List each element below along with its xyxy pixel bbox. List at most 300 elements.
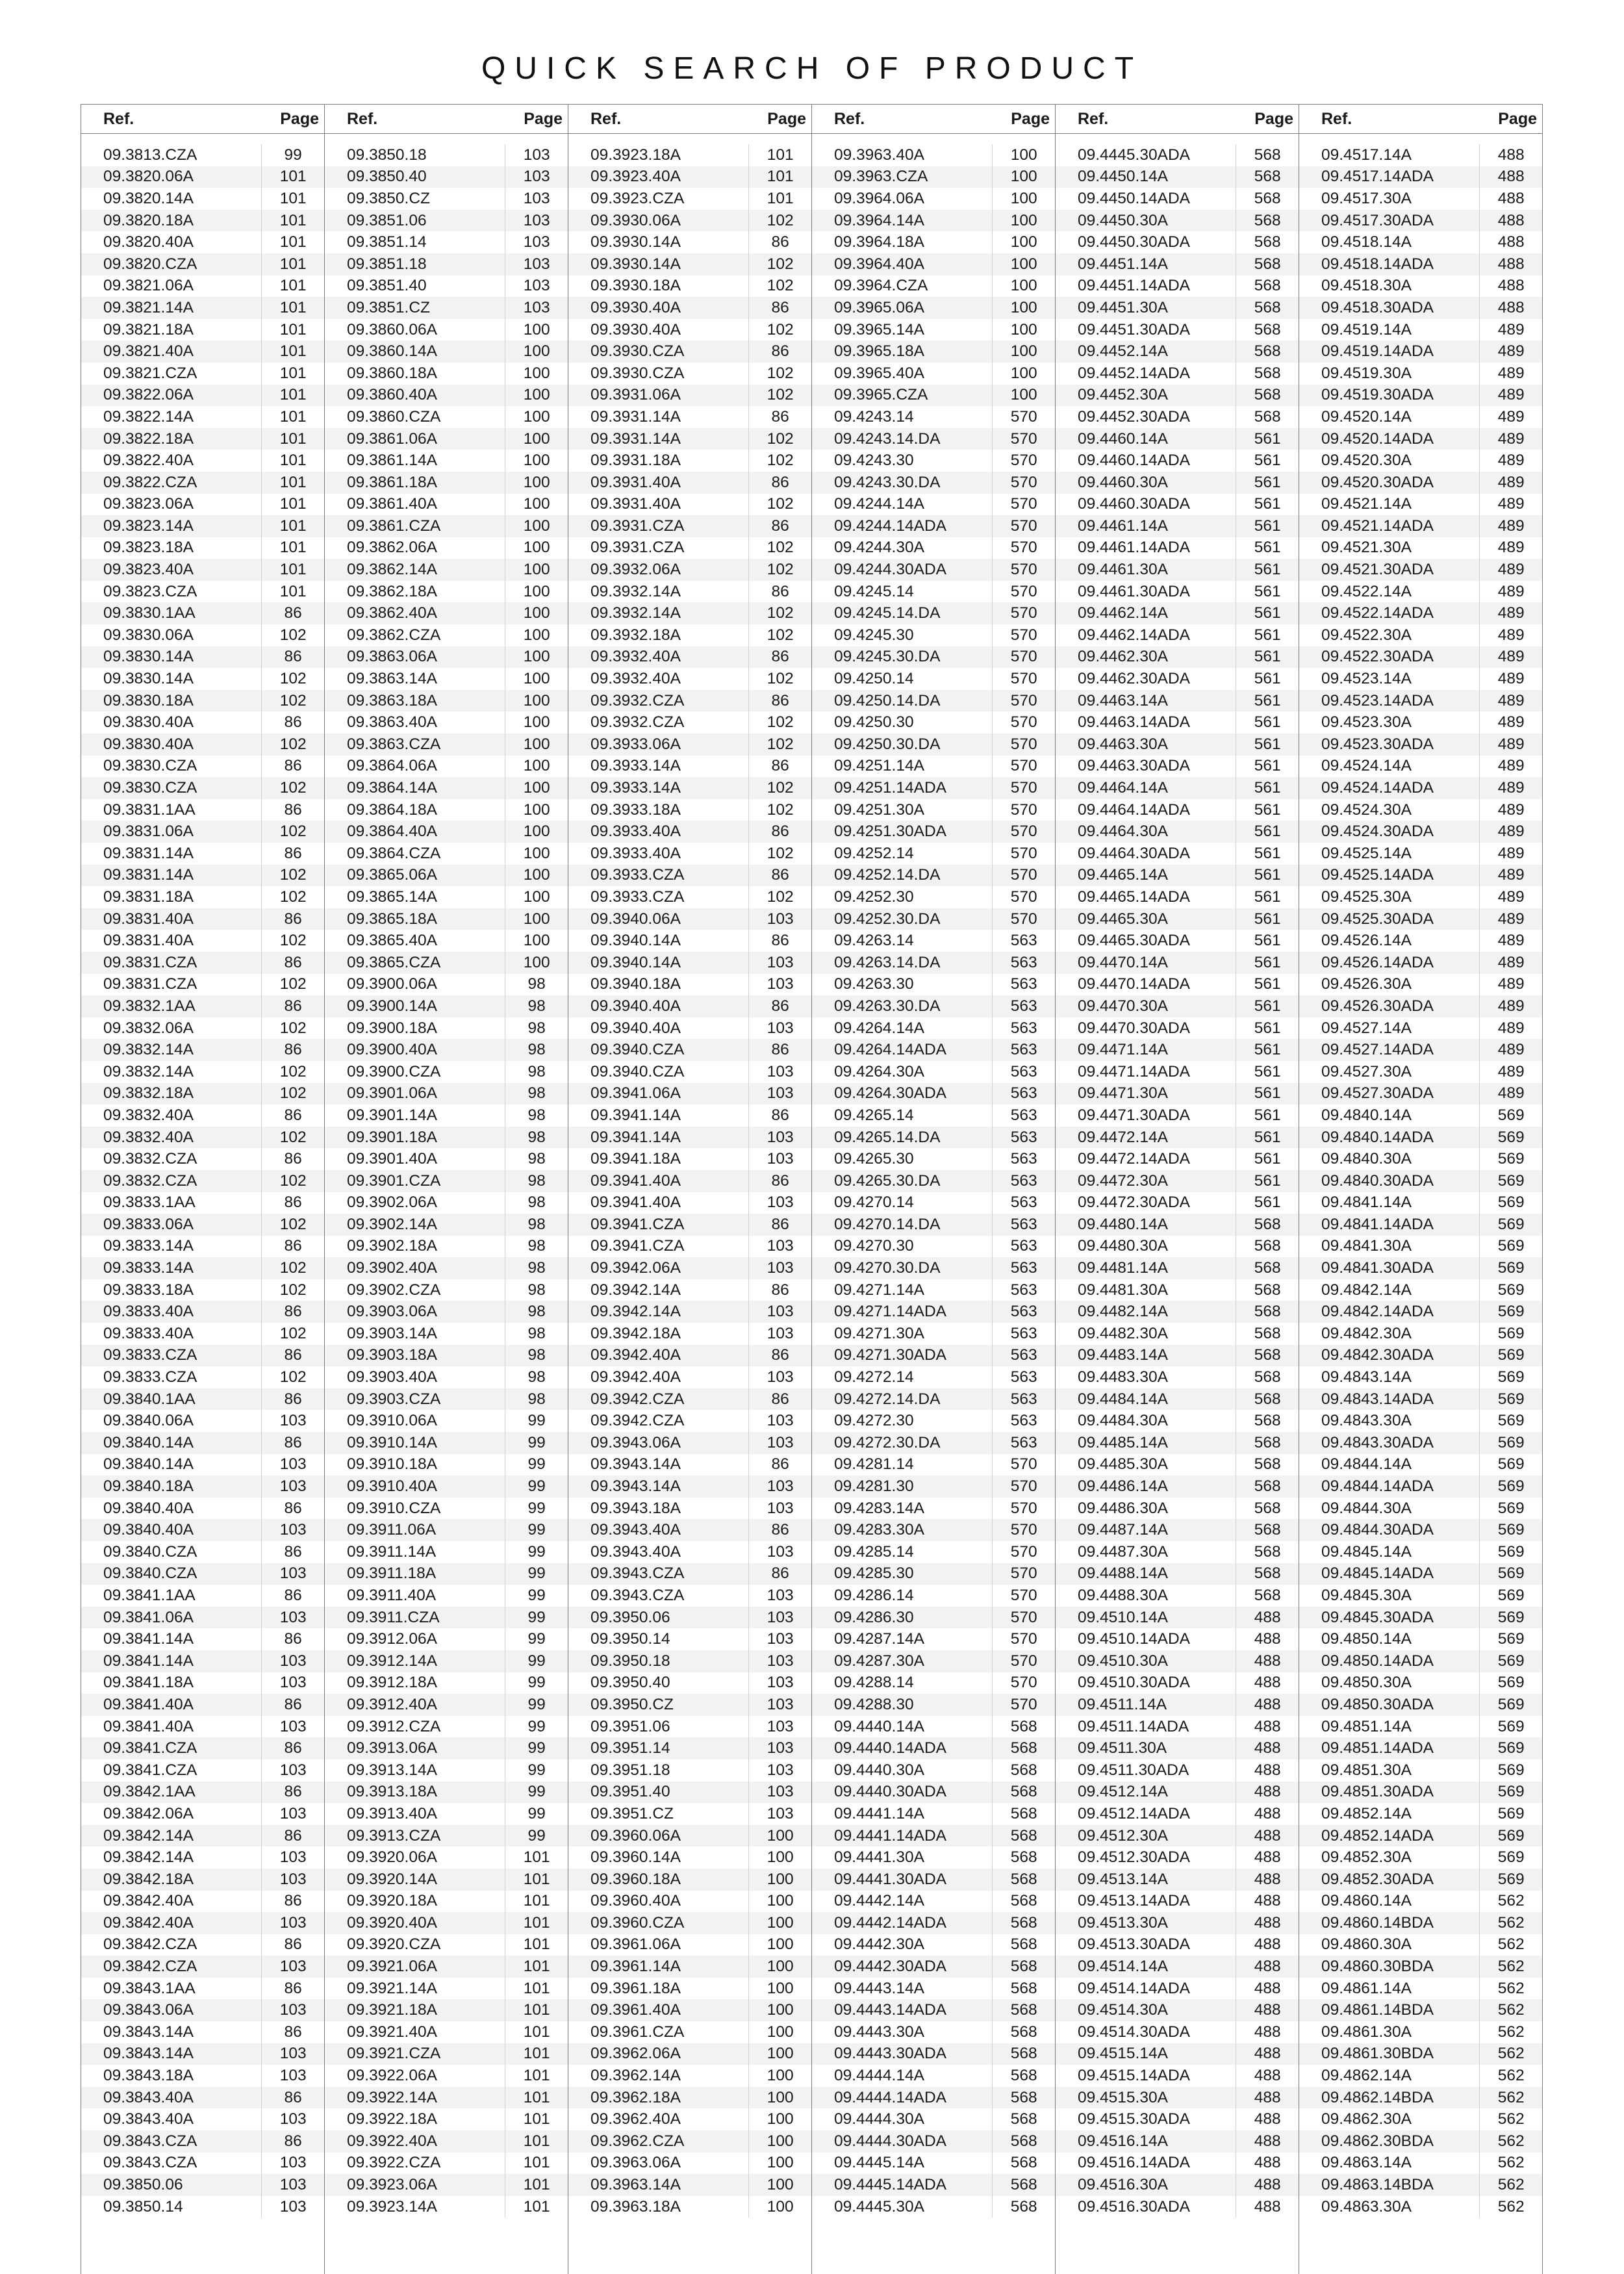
- table-row: [81, 1716, 324, 1738]
- ref-cell: 09.3842.14A: [103, 1848, 194, 1867]
- table-row: [1299, 646, 1542, 669]
- ref-cell: 09.4513.30ADA: [1078, 1935, 1190, 1954]
- page-cell: 568: [1236, 385, 1299, 407]
- page-cell: 103: [261, 2174, 324, 2196]
- row-list: [81, 144, 324, 2217]
- ref-cell: 09.3850.18: [347, 146, 427, 164]
- ref-cell: 09.3833.18A: [103, 1281, 194, 1299]
- page-cell: 569: [1479, 1585, 1542, 1607]
- table-row: [81, 1541, 324, 1563]
- table-row: [325, 494, 568, 516]
- page-cell: 568: [1236, 188, 1299, 210]
- page-cell: 102: [261, 734, 324, 756]
- table-row: [81, 1148, 324, 1170]
- ref-cell: 09.3960.18A: [590, 1870, 681, 1888]
- page-cell: 103: [748, 1672, 811, 1694]
- ref-cell: 09.3951.18: [590, 1761, 670, 1779]
- page-cell: 489: [1479, 952, 1542, 974]
- page-cell: 489: [1479, 1017, 1542, 1040]
- table-row: [1299, 1476, 1542, 1498]
- ref-cell: 09.3903.CZA: [347, 1390, 441, 1408]
- page-cell: 562: [1479, 2043, 1542, 2065]
- ref-cell: 09.3933.CZA: [590, 888, 685, 906]
- table-row: [1299, 602, 1542, 624]
- table-row: [325, 1519, 568, 1541]
- ref-cell: 09.3842.CZA: [103, 1935, 197, 1954]
- ref-cell: 09.3903.40A: [347, 1368, 437, 1386]
- table-row: [81, 995, 324, 1017]
- page-cell: 101: [748, 144, 811, 166]
- table-row: [1299, 144, 1542, 166]
- ref-cell: 09.3840.14A: [103, 1455, 194, 1474]
- table-row: [568, 1498, 811, 1520]
- page-cell: 101: [505, 1869, 568, 1891]
- ref-cell: 09.4440.30ADA: [834, 1783, 946, 1801]
- table-row: [1299, 253, 1542, 275]
- ref-cell: 09.3912.40A: [347, 1695, 437, 1713]
- ref-cell: 09.4841.30A: [1321, 1237, 1412, 1255]
- table-row: [568, 1956, 811, 1978]
- ref-cell: 09.4263.30: [834, 975, 914, 993]
- table-row: [568, 1891, 811, 1913]
- page-cell: 488: [1479, 275, 1542, 298]
- page-cell: 100: [748, 1825, 811, 1847]
- ref-cell: 09.3913.14A: [347, 1761, 437, 1779]
- table-row: [1299, 428, 1542, 450]
- table-row: [81, 363, 324, 385]
- table-row: [81, 1672, 324, 1694]
- page-cell: 103: [748, 1236, 811, 1258]
- page-cell: 86: [748, 515, 811, 537]
- table-row: [568, 2021, 811, 2043]
- ref-cell: 09.3840.CZA: [103, 1542, 197, 1561]
- ref-cell: 09.3913.18A: [347, 1783, 437, 1801]
- ref-cell: 09.3841.CZA: [103, 1739, 197, 1757]
- ref-cell: 09.4245.30: [834, 626, 914, 644]
- ref-cell: 09.3941.40A: [590, 1171, 681, 1190]
- page-cell: 561: [1236, 886, 1299, 908]
- page-cell: 103: [261, 1672, 324, 1694]
- table-row: [81, 2130, 324, 2153]
- page-cell: 563: [992, 1388, 1055, 1411]
- ref-cell: 09.4270.30: [834, 1237, 914, 1255]
- row-list: [568, 144, 811, 2217]
- table-row: [1056, 2153, 1299, 2175]
- table-row: [812, 1454, 1055, 1476]
- table-row: [568, 1541, 811, 1563]
- table-row: [812, 1585, 1055, 1607]
- page-cell: 561: [1236, 1148, 1299, 1170]
- page-cell: 102: [261, 886, 324, 908]
- ref-cell: 09.3942.40A: [590, 1346, 681, 1364]
- page-cell: 99: [505, 1432, 568, 1454]
- page-cell: 86: [261, 1301, 324, 1323]
- page-cell: 102: [748, 450, 811, 472]
- page-cell: 569: [1479, 1519, 1542, 1541]
- ref-cell: 09.4510.14A: [1078, 1608, 1168, 1626]
- page-cell: 570: [992, 602, 1055, 624]
- ref-cell: 09.4440.14A: [834, 1717, 924, 1735]
- ref-cell: 09.3932.14A: [590, 582, 681, 600]
- table-row: [1056, 1737, 1299, 1759]
- ref-cell: 09.3830.CZA: [103, 779, 197, 797]
- page-cell: 102: [748, 253, 811, 275]
- page-cell: 561: [1236, 1061, 1299, 1083]
- ref-cell: 09.3951.CZ: [590, 1804, 674, 1822]
- ref-cell: 09.4243.14: [834, 407, 914, 426]
- page-cell: 489: [1479, 385, 1542, 407]
- page-cell: 488: [1236, 1956, 1299, 1978]
- table-row: [1299, 1279, 1542, 1301]
- ref-cell: 09.3965.40A: [834, 364, 924, 382]
- table-row: [568, 494, 811, 516]
- ref-cell: 09.3912.18A: [347, 1674, 437, 1692]
- table-row: [1299, 1999, 1542, 2021]
- table-row: [1056, 1236, 1299, 1258]
- page-cell: 86: [261, 756, 324, 778]
- ref-cell: 09.3962.CZA: [590, 2132, 685, 2150]
- ref-cell: 09.4523.14ADA: [1321, 691, 1434, 709]
- page-cell: 568: [992, 2021, 1055, 2043]
- page-cell: 570: [992, 886, 1055, 908]
- page-cell: 99: [505, 1607, 568, 1629]
- table-row: [81, 406, 324, 428]
- table-row: [81, 1759, 324, 1782]
- page-cell: 488: [1479, 166, 1542, 188]
- page-cell: 101: [261, 537, 324, 559]
- ref-cell: 09.3843.06A: [103, 2001, 194, 2019]
- table-row: [812, 340, 1055, 363]
- table-row: [568, 406, 811, 428]
- table-row: [568, 1454, 811, 1476]
- page-cell: 569: [1479, 1476, 1542, 1498]
- table-row: [1299, 1301, 1542, 1323]
- page-cell: 100: [505, 821, 568, 843]
- ref-cell: 09.4851.30ADA: [1321, 1783, 1434, 1801]
- page-cell: 561: [1236, 450, 1299, 472]
- page-cell: 98: [505, 1388, 568, 1411]
- page-cell: 570: [992, 1519, 1055, 1541]
- page-cell: 103: [748, 1301, 811, 1323]
- table-row: [81, 974, 324, 996]
- page-cell: 570: [992, 711, 1055, 734]
- page-cell: 570: [992, 1563, 1055, 1585]
- ref-cell: 09.3931.CZA: [590, 539, 685, 557]
- table-row: [1056, 1301, 1299, 1323]
- page-cell: 568: [1236, 1563, 1299, 1585]
- table-row: [568, 1737, 811, 1759]
- ref-cell: 09.4861.30A: [1321, 2023, 1412, 2041]
- ref-cell: 09.4861.14A: [1321, 1979, 1412, 1997]
- ref-cell: 09.3910.14A: [347, 1433, 437, 1451]
- table-row: [1299, 1061, 1542, 1083]
- table-row: [81, 865, 324, 887]
- ref-cell: 09.3931.40A: [590, 473, 681, 491]
- ref-cell: 09.3832.CZA: [103, 1171, 197, 1190]
- ref-cell: 09.4451.30ADA: [1078, 320, 1190, 339]
- ref-cell: 09.4513.14A: [1078, 1870, 1168, 1888]
- page-cell: 569: [1479, 1737, 1542, 1759]
- ref-cell: 09.3821.18A: [103, 320, 194, 339]
- ref-cell: 09.3842.40A: [103, 1913, 194, 1932]
- ref-cell: 09.4862.30A: [1321, 2110, 1412, 2128]
- page-cell: 488: [1236, 1672, 1299, 1694]
- table-row: [81, 1105, 324, 1127]
- page-cell: 488: [1479, 253, 1542, 275]
- page-cell: 86: [748, 231, 811, 253]
- page-cell: 488: [1236, 1650, 1299, 1672]
- page-cell: 568: [1236, 1498, 1299, 1520]
- table-row: [568, 472, 811, 494]
- ref-cell: 09.3930.CZA: [590, 342, 685, 361]
- page-cell: 100: [748, 2065, 811, 2087]
- table-row: [812, 1628, 1055, 1650]
- ref-cell: 09.4862.14A: [1321, 2067, 1412, 2085]
- page-cell: 102: [261, 777, 324, 799]
- table-row: [812, 275, 1055, 298]
- table-row: [568, 952, 811, 974]
- table-row: [568, 253, 811, 275]
- page-cell: 569: [1479, 1366, 1542, 1388]
- table-row: [568, 995, 811, 1017]
- ref-cell: 09.4252.14: [834, 844, 914, 862]
- index-column-2: [325, 104, 568, 2274]
- ref-cell: 09.3962.40A: [590, 2110, 681, 2128]
- page-cell: 102: [261, 1083, 324, 1105]
- page-cell: 86: [261, 1345, 324, 1367]
- page-cell: 86: [261, 1978, 324, 2000]
- page-cell: 102: [748, 602, 811, 624]
- page-cell: 570: [992, 1650, 1055, 1672]
- ref-cell: 09.3900.14A: [347, 997, 437, 1015]
- page-cell: 488: [1479, 297, 1542, 319]
- page-cell: 101: [261, 515, 324, 537]
- page-cell: 489: [1479, 777, 1542, 799]
- ref-cell: 09.3950.CZ: [590, 1695, 674, 1713]
- page-cell: 568: [1236, 1301, 1299, 1323]
- table-row: [1056, 1170, 1299, 1192]
- ref-cell: 09.4471.14A: [1078, 1041, 1168, 1059]
- ref-cell: 09.4485.14A: [1078, 1433, 1168, 1451]
- page-cell: 86: [261, 711, 324, 734]
- ref-cell: 09.4462.14A: [1078, 604, 1168, 622]
- ref-cell: 09.3903.14A: [347, 1324, 437, 1342]
- table-row: [812, 515, 1055, 537]
- ref-cell: 09.4522.14A: [1321, 582, 1412, 600]
- table-row: [1299, 1432, 1542, 1454]
- ref-cell: 09.3902.18A: [347, 1237, 437, 1255]
- ref-cell: 09.3932.18A: [590, 626, 681, 644]
- page-cell: 100: [505, 865, 568, 887]
- page-cell: 563: [992, 995, 1055, 1017]
- page-cell: 103: [748, 1585, 811, 1607]
- page-cell: 561: [1236, 1170, 1299, 1192]
- table-row: [1056, 1148, 1299, 1170]
- ref-cell: 09.4515.30A: [1078, 2088, 1168, 2106]
- column-header: [812, 104, 1055, 134]
- ref-cell: 09.4518.30A: [1321, 277, 1412, 295]
- page-cell: 99: [505, 1628, 568, 1650]
- page-cell: 570: [992, 908, 1055, 930]
- ref-cell: 09.3940.14A: [590, 932, 681, 950]
- page-cell: 103: [261, 1519, 324, 1541]
- ref-cell: 09.3831.14A: [103, 866, 194, 884]
- page-cell: 101: [505, 1912, 568, 1934]
- page-cell: 489: [1479, 930, 1542, 952]
- ref-cell: 09.3940.18A: [590, 975, 681, 993]
- page-cell: 100: [505, 602, 568, 624]
- table-row: [81, 1083, 324, 1105]
- ref-cell: 09.3922.06A: [347, 2067, 437, 2085]
- page-cell: 488: [1236, 2087, 1299, 2109]
- ref-cell: 09.4862.30BDA: [1321, 2132, 1434, 2150]
- page-cell: 99: [505, 1410, 568, 1432]
- page-cell: 568: [1236, 1257, 1299, 1279]
- page-cell: 562: [1479, 1956, 1542, 1978]
- page-cell: 103: [261, 2065, 324, 2087]
- page-cell: 101: [261, 450, 324, 472]
- page-cell: 488: [1236, 1694, 1299, 1716]
- table-row: [81, 1563, 324, 1585]
- table-row: [812, 756, 1055, 778]
- table-row: [1299, 1782, 1542, 1804]
- page-cell: 569: [1479, 1694, 1542, 1716]
- ref-cell: 09.4487.14A: [1078, 1521, 1168, 1539]
- table-row: [568, 624, 811, 646]
- table-row: [81, 821, 324, 843]
- ref-cell: 09.3842.CZA: [103, 1958, 197, 1976]
- page-cell: 102: [748, 537, 811, 559]
- table-row: [325, 472, 568, 494]
- table-row: [325, 340, 568, 363]
- ref-cell: 09.3850.40: [347, 168, 427, 186]
- table-row: [1299, 1214, 1542, 1236]
- page-cell: 489: [1479, 995, 1542, 1017]
- page-header: Page: [767, 109, 806, 128]
- table-row: [1056, 450, 1299, 472]
- table-row: [81, 1650, 324, 1672]
- page-cell: 488: [1236, 2043, 1299, 2065]
- page-cell: 568: [992, 1978, 1055, 2000]
- page-cell: 98: [505, 1279, 568, 1301]
- page-cell: 568: [1236, 1476, 1299, 1498]
- table-row: [568, 2087, 811, 2109]
- table-row: [1056, 428, 1299, 450]
- ref-cell: 09.3913.06A: [347, 1739, 437, 1757]
- table-row: [1299, 1454, 1542, 1476]
- page-cell: 563: [992, 1323, 1055, 1345]
- table-row: [1299, 908, 1542, 930]
- table-row: [325, 1105, 568, 1127]
- page-header: Page: [1254, 109, 1293, 128]
- ref-cell: 09.4860.30BDA: [1321, 1958, 1434, 1976]
- table-row: [81, 340, 324, 363]
- ref-cell: 09.4272.30: [834, 1412, 914, 1430]
- page-cell: 569: [1479, 1454, 1542, 1476]
- page-cell: 100: [505, 428, 568, 450]
- table-row: [812, 1519, 1055, 1541]
- ref-cell: 09.4860.14A: [1321, 1892, 1412, 1910]
- table-row: [812, 1476, 1055, 1498]
- table-row: [1299, 275, 1542, 298]
- ref-cell: 09.3963.CZA: [834, 168, 928, 186]
- page-cell: 98: [505, 995, 568, 1017]
- table-row: [1056, 777, 1299, 799]
- table-row: [81, 1017, 324, 1040]
- page-cell: 100: [505, 624, 568, 646]
- table-row: [1056, 2196, 1299, 2218]
- table-row: [1056, 1454, 1299, 1476]
- table-row: [812, 1672, 1055, 1694]
- page-cell: 561: [1236, 559, 1299, 581]
- table-row: [1056, 1978, 1299, 2000]
- page-cell: 568: [992, 1759, 1055, 1782]
- table-row: [568, 668, 811, 690]
- page-cell: 563: [992, 1083, 1055, 1105]
- ref-cell: 09.4286.14: [834, 1586, 914, 1604]
- page-header: Page: [280, 109, 319, 128]
- table-row: [568, 319, 811, 341]
- ref-cell: 09.4287.14A: [834, 1630, 924, 1648]
- table-row: [1056, 231, 1299, 253]
- page-cell: 489: [1479, 1039, 1542, 1061]
- ref-cell: 09.3961.40A: [590, 2001, 681, 2019]
- ref-cell: 09.3851.14: [347, 233, 427, 251]
- page-cell: 563: [992, 974, 1055, 996]
- table-row: [325, 1192, 568, 1214]
- table-row: [81, 1825, 324, 1847]
- table-row: [325, 1585, 568, 1607]
- table-row: [325, 1825, 568, 1847]
- table-row: [81, 843, 324, 865]
- page-cell: 101: [261, 319, 324, 341]
- table-row: [1299, 1650, 1542, 1672]
- ref-cell: 09.3964.14A: [834, 211, 924, 229]
- table-row: [1056, 1694, 1299, 1716]
- page-cell: 561: [1236, 952, 1299, 974]
- table-row: [81, 1345, 324, 1367]
- page-cell: 102: [748, 799, 811, 821]
- table-row: [1056, 1846, 1299, 1869]
- table-row: [325, 1716, 568, 1738]
- page-cell: 103: [748, 1716, 811, 1738]
- table-row: [812, 1782, 1055, 1804]
- table-row: [568, 602, 811, 624]
- table-row: [812, 1257, 1055, 1279]
- table-row: [568, 865, 811, 887]
- ref-cell: 09.4488.30A: [1078, 1586, 1168, 1604]
- table-row: [81, 908, 324, 930]
- ref-cell: 09.4520.30A: [1321, 452, 1412, 470]
- page-cell: 102: [748, 843, 811, 865]
- ref-cell: 09.3850.CZ: [347, 189, 431, 207]
- ref-cell: 09.3821.40A: [103, 342, 194, 361]
- table-row: [568, 908, 811, 930]
- table-row: [1056, 1672, 1299, 1694]
- ref-cell: 09.3851.06: [347, 211, 427, 229]
- ref-cell: 09.4515.14A: [1078, 2045, 1168, 2063]
- ref-cell: 09.3921.40A: [347, 2023, 437, 2041]
- page-cell: 100: [992, 385, 1055, 407]
- ref-cell: 09.4288.30: [834, 1695, 914, 1713]
- table-row: [81, 144, 324, 166]
- table-row: [1299, 2130, 1542, 2153]
- ref-cell: 09.4521.14A: [1321, 495, 1412, 513]
- page-cell: 488: [1236, 2153, 1299, 2175]
- table-row: [325, 1498, 568, 1520]
- page-cell: 101: [505, 2021, 568, 2043]
- table-row: [812, 253, 1055, 275]
